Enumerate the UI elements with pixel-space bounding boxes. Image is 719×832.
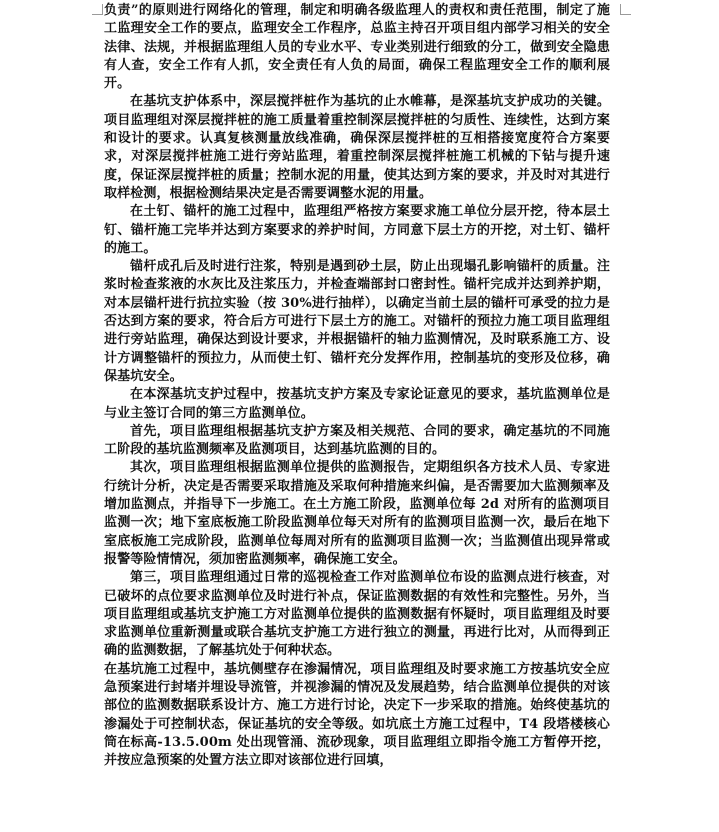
- paragraph-safety-responsibility: 负责”的原则进行网络化的管理，制定和明确各级监理人的责权和责任范围，制定了施工监理安全工作的要点，监理安全工作程序，总监主持召开项目组内部学习相关的安全法律、法规，并根据监理组人员的专业水平、专业类别进行细致的分工，做到安全隐患有人查，安全工作有人抓，安全责任有人负的局面，确保工程监理安全工作的顺利展开。: [104, 3, 610, 92]
- document-body: [104, 2, 610, 770]
- paragraph-monitoring-unit: 在本深基坑支护过程中，按基坑支护方案及专家论证意见的要求，基坑监测单位是与业主签订合同的第三方监测单位。: [104, 387, 610, 421]
- paragraph-soil-nail-anchor: 在土钉、锚杆的施工过程中，监理组严格按方案要求施工单位分层开挖，待本层土钉、锚杆施工完毕并达到方案要求的养护时间，方同意下层土方的开挖，对土钉、锚杆的施工。: [104, 204, 610, 256]
- page-corner-mark-right: [620, 4, 631, 15]
- paragraph-anchor-grouting: 锚杆成孔后及时进行注浆，特别是遇到砂土层，防止出现塌孔影响锚杆的质量。注浆时检查浆液的水灰比及注浆压力，并检查端部封口密封性。锚杆完成并达到养护期，对本层锚杆进行抗拉实验（按 30%进行抽样），以确定当前土层的锚杆可承受的拉力是否达到方案的要求，符合后方可进行下层土方的施工。对锚杆的预拉力施工项目监理组进行旁站监理，确保达到设计要求，并根据锚杆的轴力监测情况，及时联系施工方、设计方调整锚杆的预拉力，从而使土钉、锚杆充分发挥作用，控制基坑的变形及位移，确保基坑安全。: [104, 259, 610, 384]
- page-corner-mark-left: [92, 4, 103, 15]
- paragraph-leakage: 在基坑施工过程中，基坑侧壁存在渗漏情况，项目监理组及时要求施工方按基坑安全应急预案进行封堵并埋设导流管，并视渗漏的情况及发展趋势，结合监测单位提供的对该部位的监测数据联系设计方、施工方进行讨论，决定下一步采取的措施。始终使基坑的渗漏处于可控制状态，保证基坑的安全等级。如坑底土方施工过程中，T4 段塔楼核心筒在标高-13.5.00m 处出现管涌、流砂现象，项目监理组立即指令施工方暂停开挖，并按应急预案的处置方法立即对该部位进行回填，: [104, 661, 610, 769]
- paragraph-first: 首先，项目监理组根据基坑支护方案及相关规范、合同的要求，确定基坑的不同施工阶段的基坑监测频率及监测项目，达到基坑监测的目的。: [104, 423, 610, 458]
- paragraph-third: 第三，项目监理组通过日常的巡视检查工作对监测单位布设的监测点进行核查，对已破坏的点位要求监测单位及时进行补点，保证监测数据的有效性和完整性。另外，当项目监理组或基坑支护施工方对监测单位提供的监测数据有怀疑时，项目监理组及时要求监测单位重新测量或联合基坑支护施工方进行独立的测量，再进行比对，从而得到正确的监测数据，了解基坑处于何种状态。: [104, 570, 610, 659]
- paragraph-mixing-pile: 在基坑支护体系中，深层搅拌桩作为基坑的止水帷幕，是深基坑支护成功的关键。项目监理组对深层搅拌桩的施工质量着重控制深层搅拌桩的匀质性、连续性，达到方案和设计的要求。认真复核测量放线准确，确保深层搅拌桩的互相搭接宽度符合方案要求，对深层搅拌桩施工进行旁站监理，着重控制深层搅拌桩施工机械的下钻与提升速度，保证深层搅拌桩的质量；控制水泥的用量，使其达到方案的要求，并及时对其进行取样检测，根据检测结果决定是否需要调整水泥的用量。: [104, 94, 610, 201]
- paragraph-second: 其次，项目监理组根据监测单位提供的监测报告，定期组织各方技术人员、专家进行统计分析，决定是否需要采取措施及采取何种措施来纠偏，是否需要加大监测频率及增加监测点，并指导下一步施工。在土方施工阶段，监测单位每 2d 对所有的监测项目监测一次；地下室底板施工阶段监测单位每天对所有的监测项目监测一次，最后在地下室底板施工完成阶段，监测单位每周对所有的监测项目监测一次；当监测值出现异常或报警等险情情况，须加密监测频率，确保施工安全。: [104, 460, 610, 567]
